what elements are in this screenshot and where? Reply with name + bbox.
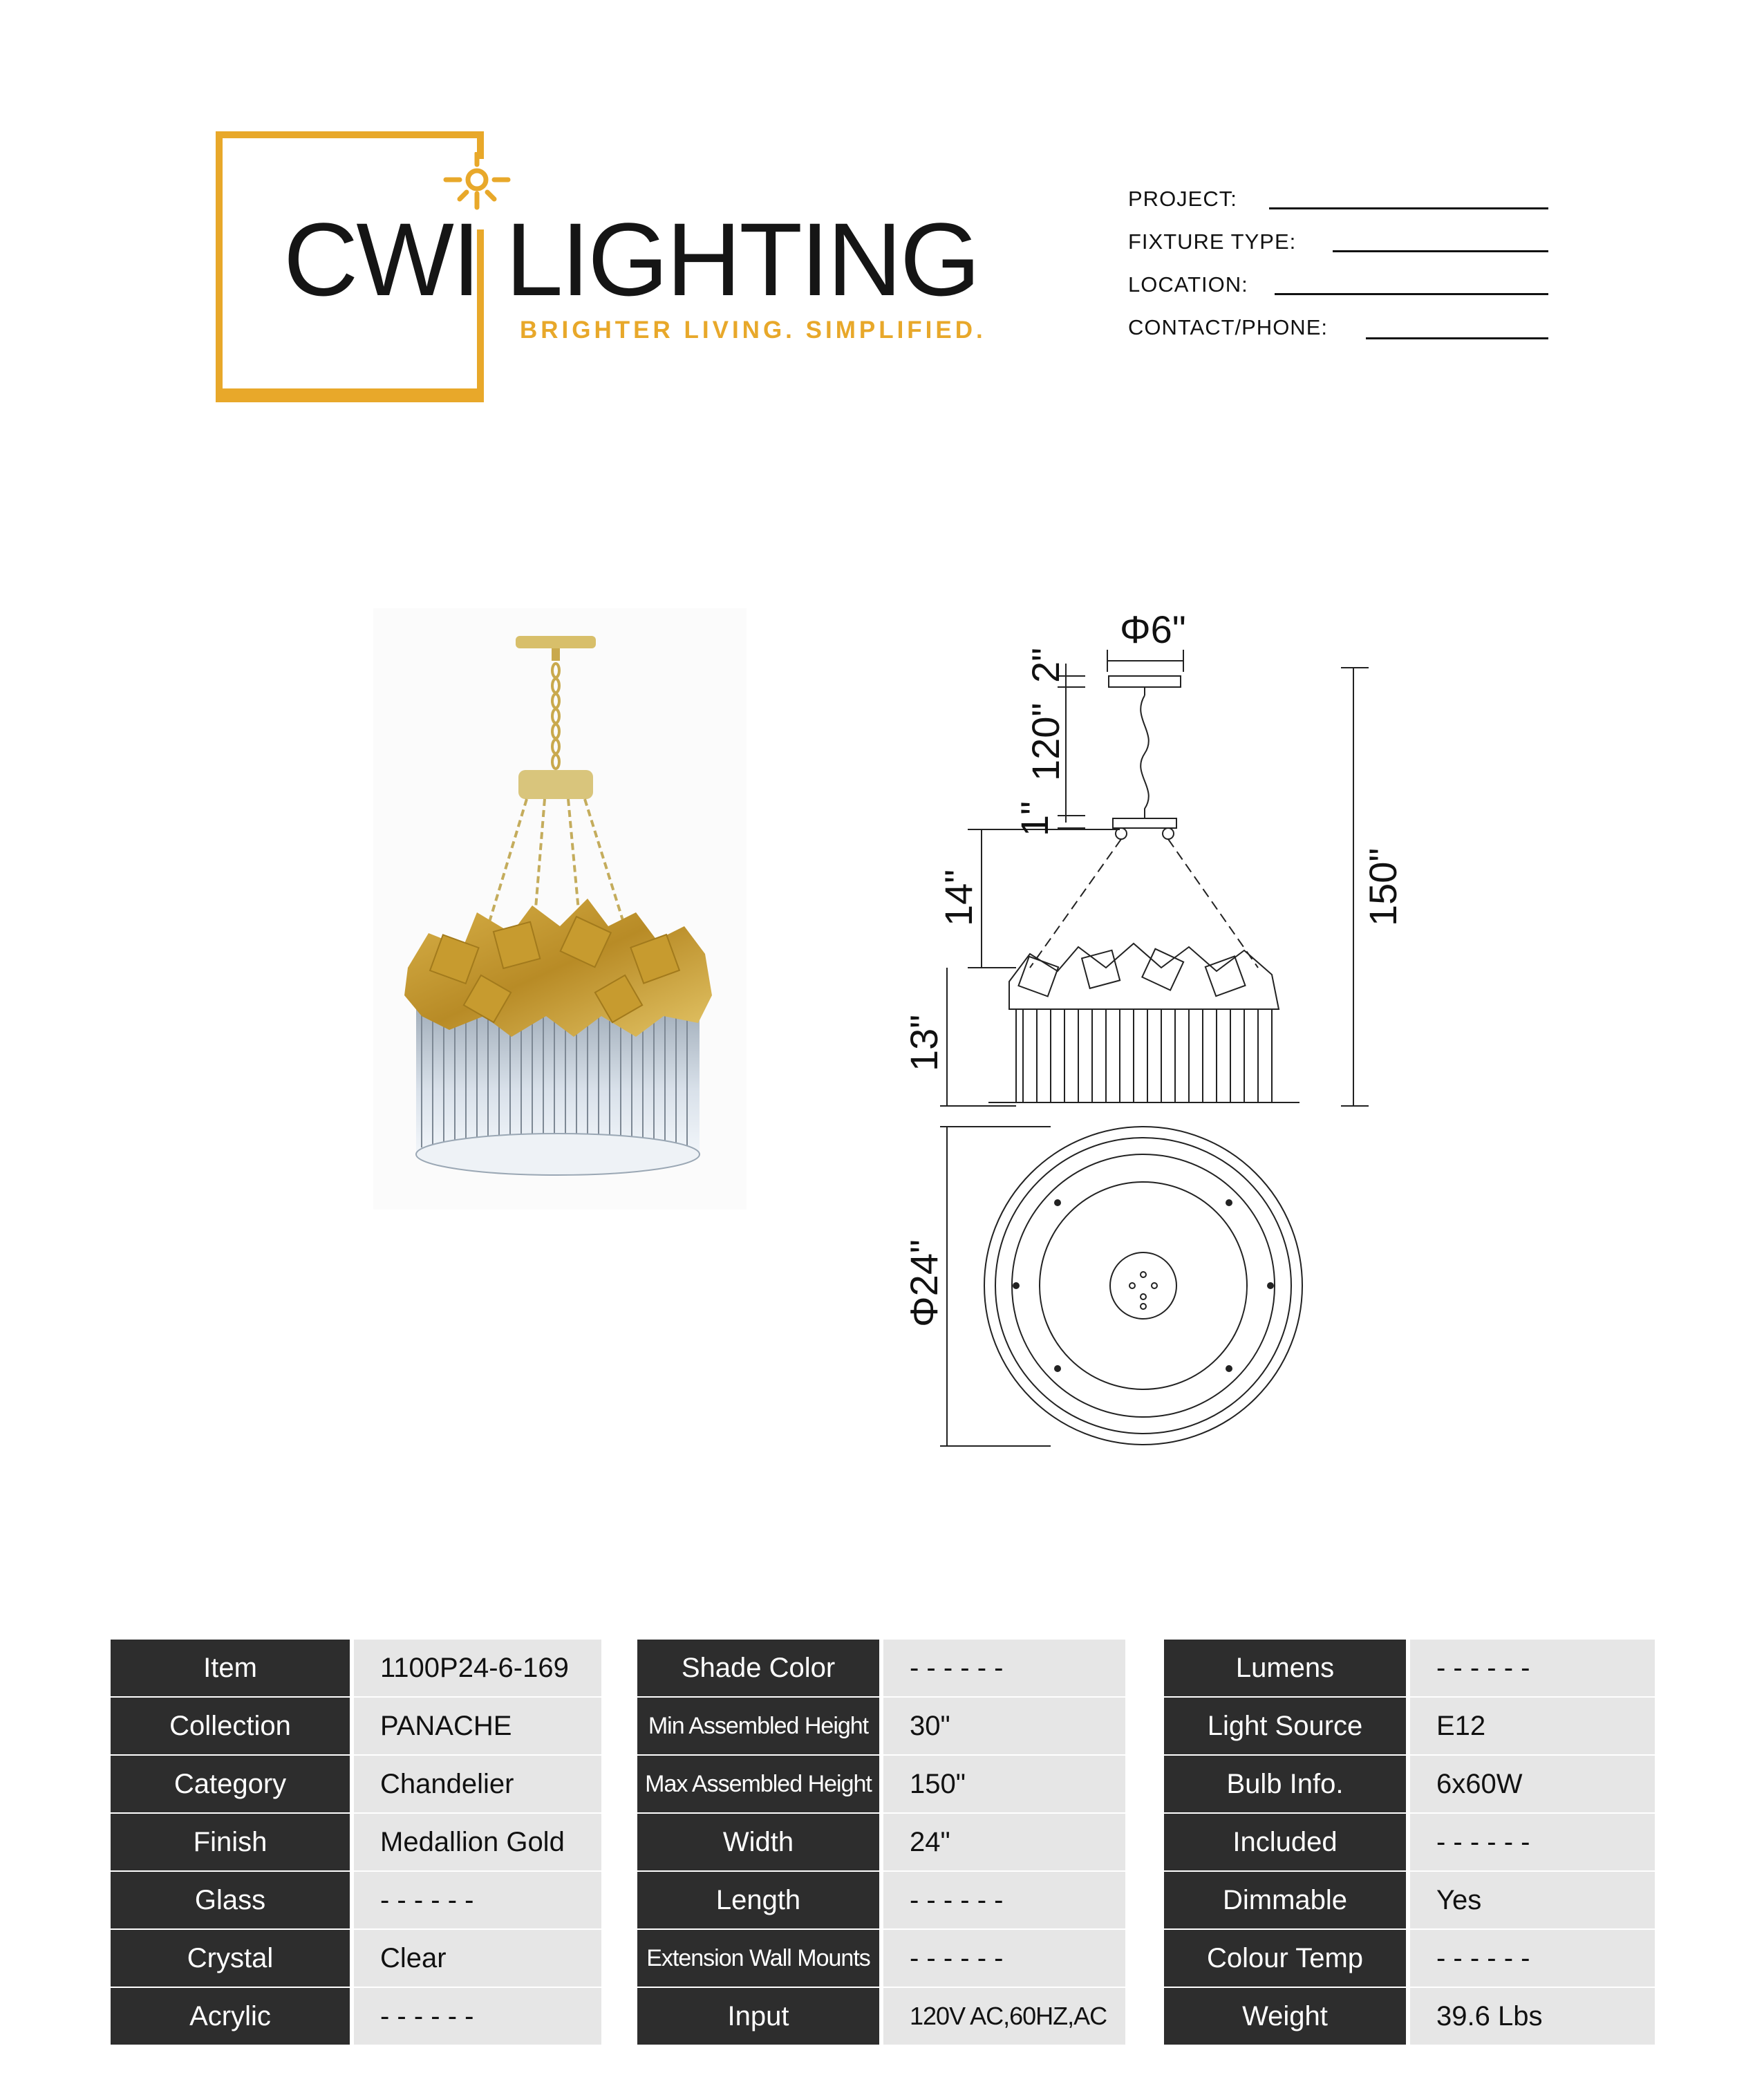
spec-row-light-source <box>1164 1698 1655 1754</box>
spec-label: Max Assembled Height <box>637 1756 879 1812</box>
spec-row-acrylic <box>111 1988 601 2045</box>
spec-label: Item <box>111 1640 350 1696</box>
spec-value: Clear <box>354 1930 601 1987</box>
spec-label: Weight <box>1164 1988 1406 2045</box>
spec-label: Min Assembled Height <box>637 1698 879 1754</box>
spec-label: Included <box>1164 1814 1406 1870</box>
spec-label: Length <box>637 1872 879 1928</box>
spec-row-extension-wall-mounts <box>637 1930 1125 1987</box>
spec-table-right <box>1164 1640 1655 2046</box>
project-label: PROJECT: <box>1128 187 1237 211</box>
body-height-label: 13" <box>902 1014 946 1071</box>
spec-row-bulb-info <box>1164 1756 1655 1812</box>
spec-label: Extension Wall Mounts <box>637 1930 879 1987</box>
spec-table-middle <box>637 1640 1125 2046</box>
spec-row-finish <box>111 1814 601 1870</box>
spec-label: Colour Temp <box>1164 1930 1406 1987</box>
spec-value: - - - - - - <box>1410 1930 1655 1987</box>
spec-table-left <box>111 1640 601 2046</box>
location-label: LOCATION: <box>1128 272 1248 297</box>
spec-label: Shade Color <box>637 1640 879 1696</box>
spec-label: Dimmable <box>1164 1872 1406 1928</box>
spec-row-colour-temp <box>1164 1930 1655 1987</box>
contact-phone-label: CONTACT/PHONE: <box>1128 315 1328 339</box>
fixture-type-label: FIXTURE TYPE: <box>1128 229 1297 254</box>
spec-label: Acrylic <box>111 1988 350 2045</box>
spec-row-category <box>111 1756 601 1812</box>
fixture-type-field[interactable] <box>1333 250 1548 252</box>
spec-row-crystal <box>111 1930 601 1987</box>
spec-row-max-height <box>637 1756 1125 1812</box>
spec-row-dimmable <box>1164 1872 1655 1928</box>
spec-row-included <box>1164 1814 1655 1870</box>
spec-value: 30" <box>883 1698 1125 1754</box>
logo-frame-bottom <box>216 395 484 402</box>
project-field[interactable] <box>1269 207 1548 209</box>
diameter-label: Φ24" <box>902 1239 946 1327</box>
spec-value: 24" <box>883 1814 1125 1870</box>
canopy-height-label: 2" <box>1024 647 1067 683</box>
spec-value: Yes <box>1410 1872 1655 1928</box>
spec-value: 120V AC,60HZ,AC <box>883 1988 1125 2045</box>
brand-tagline: BRIGHTER LIVING. SIMPLIFIED. <box>520 317 986 344</box>
spec-label: Lumens <box>1164 1640 1406 1696</box>
location-field[interactable] <box>1275 293 1548 295</box>
spec-label: Width <box>637 1814 879 1870</box>
spec-value: Medallion Gold <box>354 1814 601 1870</box>
spec-value: - - - - - - <box>354 1872 601 1928</box>
spec-value: - - - - - - <box>883 1640 1125 1696</box>
product-photo <box>373 608 747 1210</box>
spec-value: 39.6 Lbs <box>1410 1988 1655 2045</box>
spec-label: Glass <box>111 1872 350 1928</box>
spec-row-lumens <box>1164 1640 1655 1696</box>
spec-row-min-height <box>637 1698 1125 1754</box>
top-diameter-label: Φ6" <box>1120 608 1186 651</box>
spec-label: Collection <box>111 1698 350 1754</box>
spec-row-collection <box>111 1698 601 1754</box>
spec-value: - - - - - - <box>883 1930 1125 1987</box>
spec-value: 6x60W <box>1410 1756 1655 1812</box>
spec-row-shade-color <box>637 1640 1125 1696</box>
chain-drop-label: 14" <box>937 869 980 926</box>
spec-value: - - - - - - <box>1410 1814 1655 1870</box>
spec-value: - - - - - - <box>883 1872 1125 1928</box>
spec-value: 1100P24-6-169 <box>354 1640 601 1696</box>
contact-phone-field[interactable] <box>1366 337 1548 339</box>
spec-value: - - - - - - <box>1410 1640 1655 1696</box>
spec-label: Light Source <box>1164 1698 1406 1754</box>
spec-label: Bulb Info. <box>1164 1756 1406 1812</box>
spec-value: E12 <box>1410 1698 1655 1754</box>
spec-value: - - - - - - <box>354 1988 601 2045</box>
connector-height-label: 1" <box>1013 800 1056 836</box>
spec-label: Category <box>111 1756 350 1812</box>
technical-drawing <box>885 594 1410 1521</box>
spec-value: PANACHE <box>354 1698 601 1754</box>
spec-label: Input <box>637 1988 879 2045</box>
spec-row-weight <box>1164 1988 1655 2045</box>
spec-value: Chandelier <box>354 1756 601 1812</box>
spec-label: Crystal <box>111 1930 350 1987</box>
spec-row-length <box>637 1872 1125 1928</box>
spec-row-glass <box>111 1872 601 1928</box>
spec-label: Finish <box>111 1814 350 1870</box>
spec-row-input <box>637 1988 1125 2045</box>
spec-value: 150" <box>883 1756 1125 1812</box>
spec-row-item <box>111 1640 601 1696</box>
brand-name: CWI LIGHTING <box>283 201 979 317</box>
chain-length-label: 120" <box>1024 702 1067 781</box>
spec-row-width <box>637 1814 1125 1870</box>
total-height-label: 150" <box>1361 847 1405 926</box>
